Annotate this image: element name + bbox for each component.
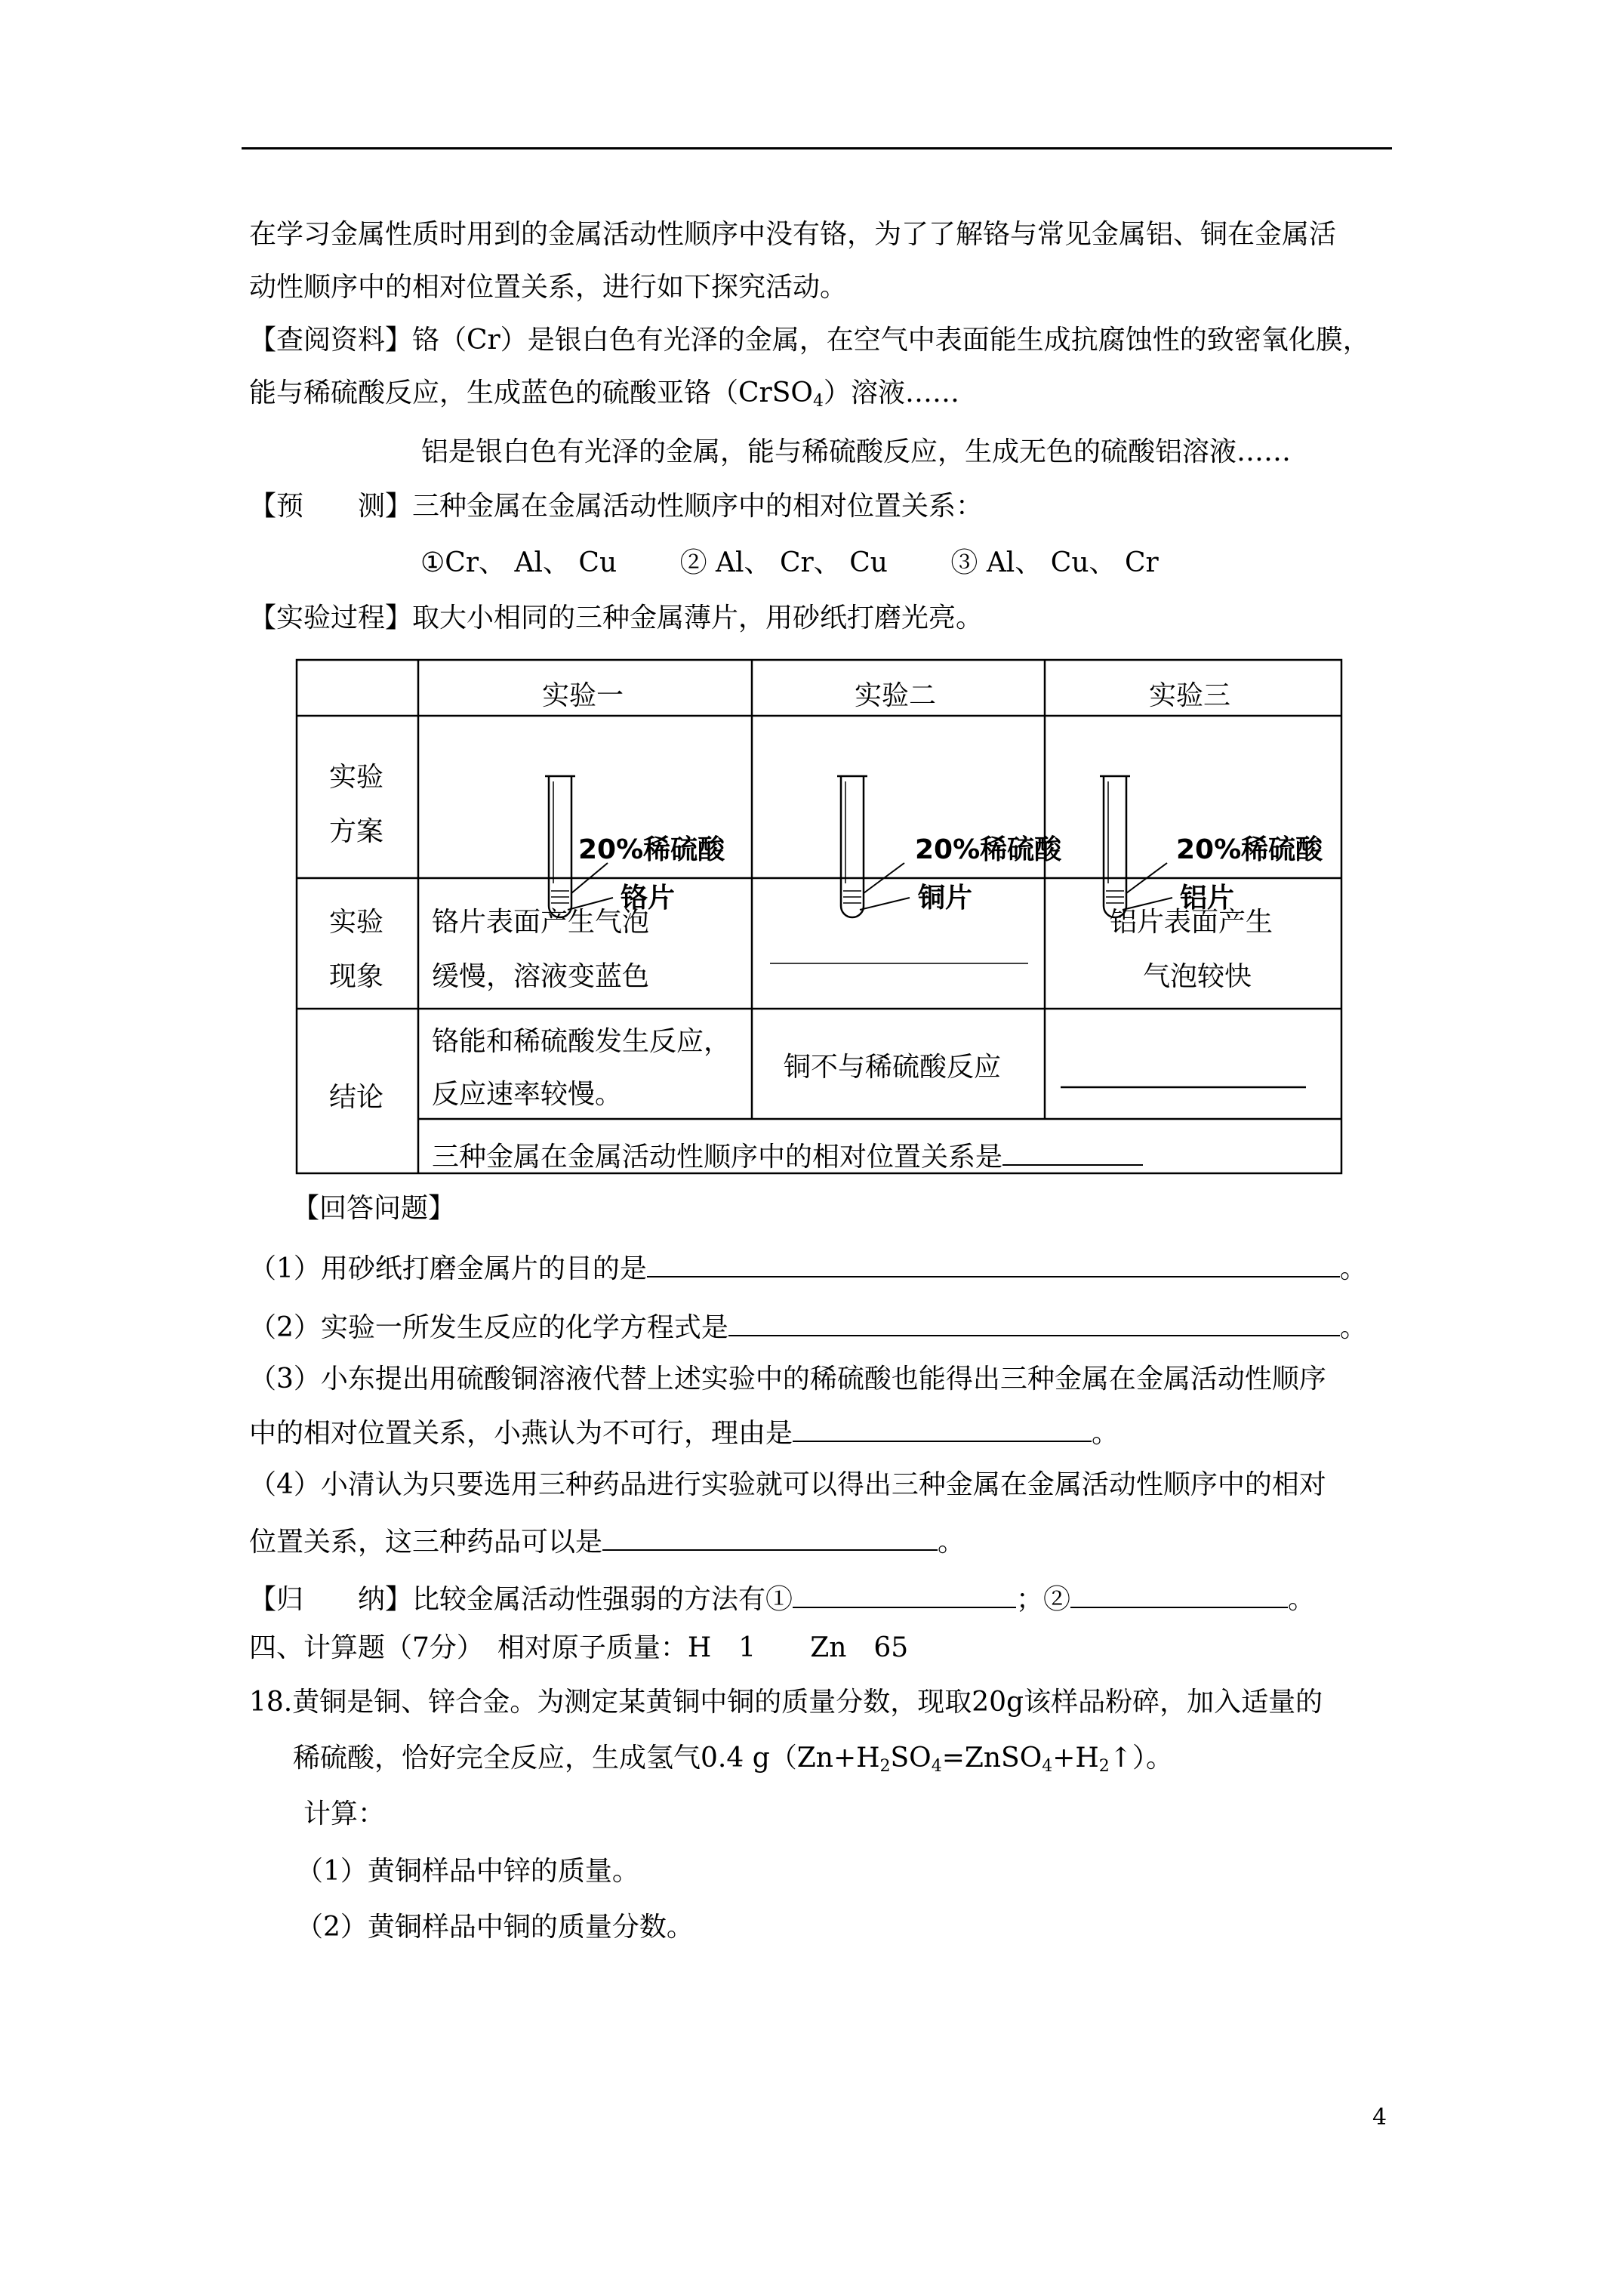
q4-blank[interactable] (602, 1519, 938, 1551)
summary-blank-1[interactable] (793, 1576, 1016, 1608)
test-tube-2 (837, 776, 910, 917)
question-3-line2: 中的相对位置关系，小燕认为不可行，理由是 。 (249, 1410, 1119, 1454)
summary-blank-2[interactable] (1070, 1576, 1288, 1608)
concl-all-blank[interactable] (1002, 1134, 1143, 1166)
q3-blank[interactable] (793, 1410, 1092, 1442)
info-line-3: 铝是银白色有光泽的金属，能与稀硫酸反应，生成无色的硫酸铝溶液…… (421, 436, 1292, 467)
calc-sub-2: （2）黄铜样品中铜的质量分数。 (296, 1912, 694, 1943)
obs3-line2: 气泡较快 (1143, 961, 1252, 992)
q2-blank[interactable] (728, 1305, 1340, 1336)
intro-line-2: 动性顺序中的相对位置关系，进行如下探究活动。 (249, 272, 848, 303)
intro-line-1: 在学习金属性质时用到的金属活动性顺序中没有铬，为了了解铬与常见金属铝、铜在金属活 (249, 219, 1337, 250)
metal-label-1: 铬片 (621, 883, 676, 914)
header-exp2: 实验二 (855, 680, 937, 711)
header-exp1: 实验一 (542, 680, 624, 711)
test-tube-3 (1100, 776, 1172, 917)
concl1-line1: 铬能和稀硫酸发生反应， (432, 1026, 731, 1057)
question-4-line1: （4）小清认为只要选用三种药品进行实验就可以得出三种金属在金属活动性顺序中的相对 (249, 1469, 1326, 1500)
acid-label-3: 20%稀硫酸 (1176, 834, 1323, 865)
header-exp3: 实验三 (1149, 680, 1231, 711)
question-18-line2: 稀硫酸，恰好完全反应，生成氢气0.4 $g(Zn+H_2SO_4=ZnSO_4+H_2↑)$。 (293, 1743, 1173, 1776)
concl-all: 三种金属在金属活动性顺序中的相对位置关系是 (432, 1134, 1143, 1180)
predict-line: 【预 测】三种金属在金属活动性顺序中的相对位置关系： (249, 491, 984, 522)
question-1: （1）用砂纸打磨金属片的目的是 。 (249, 1246, 1367, 1290)
acid-label-1: 20%稀硫酸 (578, 834, 725, 865)
q1-blank[interactable] (647, 1246, 1340, 1277)
info-line-2: 能与稀硫酸反应，生成蓝色的硫酸亚铬（CrSO$_4$）溶液…… (249, 378, 959, 411)
obs3-line1: 铝片表面产生 (1110, 907, 1273, 938)
calc-sub-1: （1）黄铜样品中锌的质量。 (296, 1856, 639, 1887)
question-18-line1: 18.黄铜是铜、锌合金。为测定某黄铜中铜的质量分数，现取20g该样品粉碎，加入适量的 (249, 1687, 1323, 1718)
concl1-line2: 反应速率较慢。 (432, 1079, 623, 1110)
question-2: （2）实验一所发生反应的化学方程式是 。 (249, 1305, 1367, 1348)
process-line: 【实验过程】取大小相同的三种金属薄片，用砂纸打磨光亮。 (249, 603, 984, 633)
question-4-line2: 位置关系，这三种药品可以是 。 (249, 1519, 965, 1563)
row-plan-line1: 实验 (329, 762, 384, 793)
obs1-line2: 缓慢，溶液变蓝色 (432, 961, 650, 992)
metal-label-3: 铝片 (1180, 883, 1235, 914)
question-3-line1: （3）小东提出用硫酸铜溶液代替上述实验中的稀硫酸也能得出三种金属在金属活动性顺序 (249, 1364, 1326, 1395)
concl2: 铜不与稀硫酸反应 (784, 1052, 1002, 1083)
metal-label-2: 铜片 (918, 883, 973, 914)
summary-line: 【归 纳】比较金属活动性强弱的方法有① ；② 。 (249, 1576, 1315, 1620)
page-number: 4 (1372, 2104, 1387, 2131)
acid-label-2: 20%稀硫酸 (915, 834, 1062, 865)
questions-heading: 【回答问题】 (292, 1193, 456, 1224)
row-obs-line1: 实验 (329, 907, 384, 938)
row-obs-line2: 现象 (329, 961, 384, 992)
predict-options: ①Cr、 Al、 Cu ② Al、 Cr、 Cu ③ Al、 Cu、 Cr (420, 547, 1159, 578)
row-plan-line2: 方案 (329, 816, 384, 847)
calc-section-heading: 四、计算题（7分） 相对原子质量：H 1 Zn 65 (249, 1632, 909, 1663)
row-conclusion: 结论 (329, 1082, 384, 1113)
obs1-line1: 铬片表面产生气泡 (432, 907, 650, 938)
info-line-1: 【查阅资料】铬（Cr）是银白色有光泽的金属，在空气中表面能生成抗腐蚀性的致密氧化膜， (249, 325, 1370, 356)
calc-label: 计算： (303, 1798, 386, 1829)
